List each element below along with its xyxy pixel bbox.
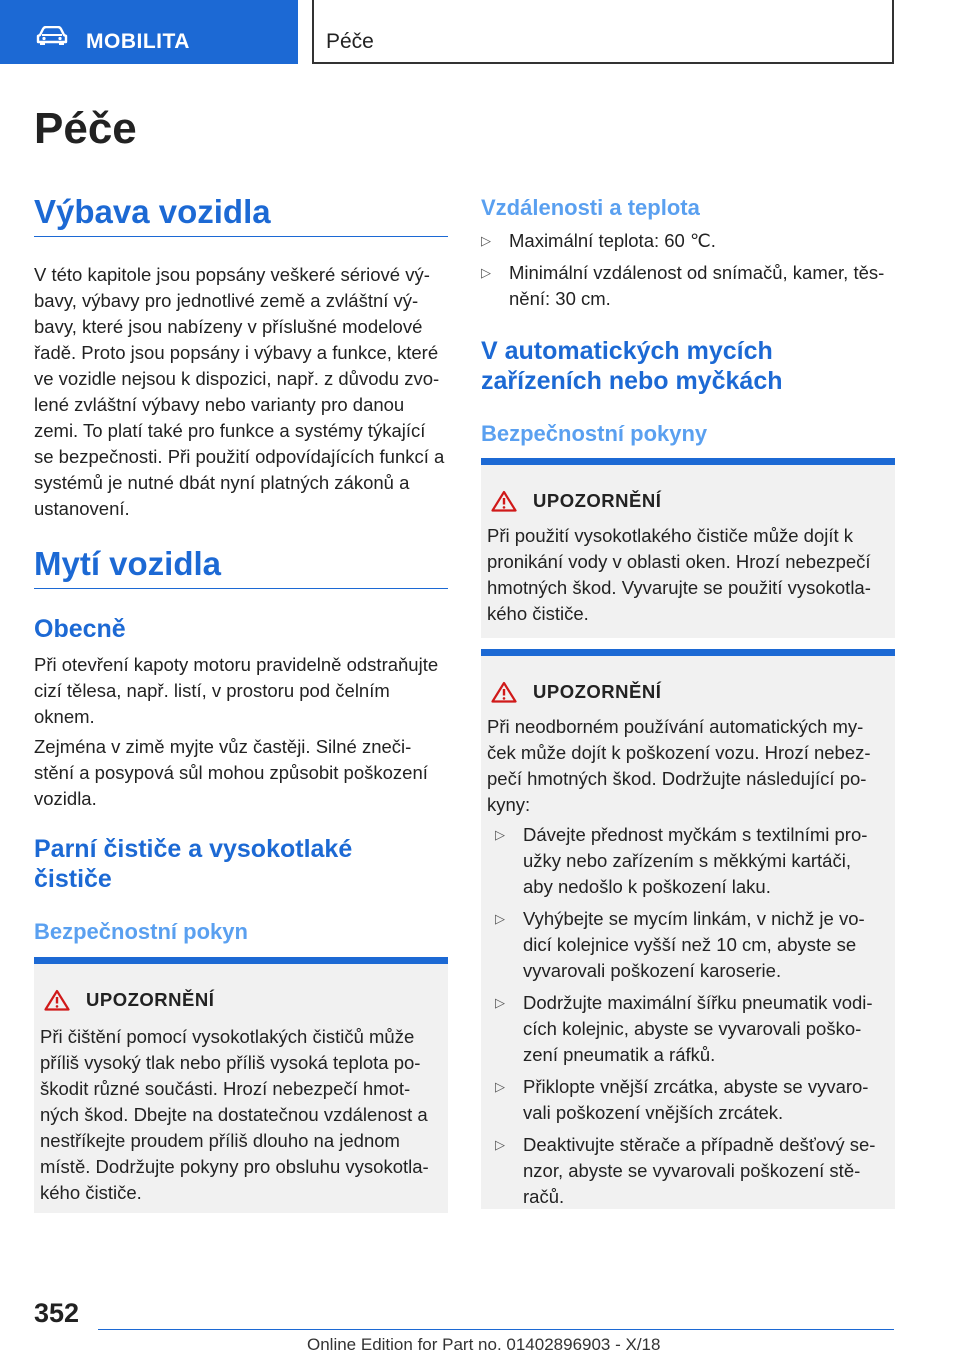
text-line: oknem. [34, 706, 95, 727]
text-line: ustanovení. [34, 498, 130, 519]
car-icon [36, 26, 68, 46]
paragraph-obecne-2 [34, 734, 454, 812]
text-line: lené zvláštní výbavy nebo varianty pro danou [34, 394, 405, 415]
bullet-triangle-icon: ▷ [481, 265, 491, 280]
text-line: Maximální teplota: 60 ℃. [509, 230, 716, 251]
heading-bezp-pokyn: Bezpečnostní pokyn [34, 919, 248, 944]
text-line: Dávejte přednost myčkám s textilními pro- [523, 824, 868, 845]
warning-text [487, 523, 885, 627]
text-line: zemi. To platí také pro funkce a systémy týkající [34, 420, 426, 441]
list-item [495, 822, 885, 900]
text-line: Přiklopte vnější zrcátka, abyste se vyvaro- [523, 1076, 869, 1097]
warning-header [491, 678, 661, 706]
text-line: Při otevření kapoty motoru pravidelně odstraňujte [34, 654, 439, 675]
list-item [481, 260, 901, 312]
text-line: Při neodborném používání automatických my- [487, 716, 864, 737]
heading-rule [34, 588, 448, 589]
text-line: nění: 30 cm. [509, 288, 611, 309]
text-line: nzor, abyste se vyvarovali poškození stě- [523, 1160, 861, 1181]
footer-edition: Online Edition for Part no. 01402896903 - X/18 [307, 1335, 661, 1354]
list-item [481, 228, 901, 254]
warning-box-high-pressure [481, 458, 895, 638]
text-line: vali poškození vnějších zrcátek. [523, 1102, 784, 1123]
warning-text [487, 714, 885, 818]
tab-mobility-label: MOBILITA [86, 30, 190, 53]
text-line: užky nebo zařízením s měkkými kartáči, [523, 850, 851, 871]
text-line: systémů je nutné dbát nyní platných zákonů a [34, 472, 410, 493]
bullet-triangle-icon: ▷ [495, 827, 505, 842]
text-line: V této kapitole jsou popsány veškeré sériové vý- [34, 264, 430, 285]
warning-triangle-icon [44, 989, 70, 1011]
text-line: račů. [523, 1186, 565, 1207]
text-line: řadě. Proto jsou popsány i výbavy a funkce, které [34, 342, 439, 363]
paragraph-obecne-1 [34, 652, 454, 730]
text-line: pronikání vody v oblasti oken. Hrozí nebezpečí [487, 551, 871, 572]
text-line: pečí hmotných škod. Dodržujte následující po- [487, 768, 867, 789]
heading-line: V automatických mycích [481, 337, 773, 365]
text-line: Vyhýbejte se mycím linkám, v nichž je vo- [523, 908, 865, 929]
page-number: 352 [34, 1298, 80, 1328]
text-line: kého čističe. [40, 1182, 142, 1203]
text-line: cích kolejnic, abyste se vyvarovali poško- [523, 1018, 862, 1039]
text-line: ve vozidle nejsou k dispozici, např. z důvodu zvo- [34, 368, 440, 389]
warning-triangle-icon [491, 681, 517, 703]
heading-obecne: Obecně [34, 615, 126, 643]
tab-section-label: Péče [326, 30, 374, 53]
text-line: aby nedošlo k poškození laku. [523, 876, 771, 897]
list-item [495, 1132, 885, 1210]
text-line: stění a posypová sůl mohou způsobit poškození [34, 762, 428, 783]
text-line: vozidla. [34, 788, 97, 809]
heading-vybava: Výbava vozidla [34, 193, 271, 230]
bullet-triangle-icon: ▷ [495, 995, 505, 1010]
text-line: kyny: [487, 794, 531, 815]
text-line: nestříkejte proudem příliš dlouho na jednom [40, 1130, 400, 1151]
bullet-triangle-icon: ▷ [495, 1137, 505, 1152]
heading-line: čističe [34, 865, 112, 893]
list-car-wash [495, 822, 885, 1210]
warning-title: UPOZORNĚNÍ [533, 681, 662, 702]
text-line: cizí tělesa, např. listí, v prostoru pod čelním [34, 680, 390, 701]
warning-header [491, 487, 661, 515]
list-vzdalenosti [481, 228, 901, 312]
warning-text [40, 1024, 438, 1206]
heading-myti: Mytí vozidla [34, 545, 222, 582]
tab-section[interactable] [312, 0, 894, 64]
page-header [0, 0, 960, 66]
text-line: místě. Dodržujte pokyny pro obsluhu vysokotla- [40, 1156, 429, 1177]
warning-header [44, 986, 214, 1014]
warning-box-steam [34, 957, 448, 1213]
warning-title: UPOZORNĚNÍ [533, 490, 662, 511]
text-line: Při čištění pomocí vysokotlakých čističů může [40, 1026, 415, 1047]
text-line: Zejména v zimě myjte vůz častěji. Silné zneči- [34, 736, 412, 757]
text-line: Při použití vysokotlakého čističe může dojít k [487, 525, 854, 546]
text-line: Dodržujte maximální šířku pneumatik vodi- [523, 992, 873, 1013]
bullet-triangle-icon: ▷ [495, 1079, 505, 1094]
heading-line: zařízeních nebo myčkách [481, 367, 783, 395]
heading-bezp-pokyny: Bezpečnostní pokyny [481, 421, 708, 446]
text-line: ček může dojít k poškození vozu. Hrozí nebez- [487, 742, 871, 763]
text-line: zení pneumatik a ráfků. [523, 1044, 716, 1065]
text-line: dicí kolejnice vyšší než 10 cm, abyste se [523, 934, 857, 955]
list-item [495, 990, 885, 1068]
heading-rule [34, 236, 448, 237]
warning-triangle-icon [491, 490, 517, 512]
warning-title: UPOZORNĚNÍ [86, 989, 215, 1010]
paragraph-vybava [34, 262, 454, 522]
list-item [495, 1074, 885, 1126]
text-line: vyvarovali poškození karoserie. [523, 960, 782, 981]
text-line: příliš vysoký tlak nebo příliš vysoká teplota po- [40, 1052, 421, 1073]
bullet-triangle-icon: ▷ [481, 233, 491, 248]
heading-vzdalenosti: Vzdálenosti a teplota [481, 195, 700, 220]
heading-automaticke [481, 336, 783, 396]
text-line: Deaktivujte stěrače a případně dešťový se- [523, 1134, 876, 1155]
footer-rule [98, 1329, 894, 1330]
page-title: Péče [34, 104, 137, 153]
tab-mobility[interactable] [0, 0, 298, 64]
heading-line: Parní čističe a vysokotlaké [34, 835, 353, 863]
warning-box-car-wash [481, 649, 895, 1209]
text-line: bavy, výbavy pro jednotlivé země a zvláštní vý- [34, 290, 419, 311]
text-line: hmotných škod. Vyvarujte se použití vysokotla- [487, 577, 871, 598]
text-line: se bezpečnosti. Při použití odpovídajících funkcí a [34, 446, 445, 467]
text-line: bavy, které jsou nabízeny v příslušné modelové [34, 316, 423, 337]
bullet-triangle-icon: ▷ [495, 911, 505, 926]
text-line: kého čističe. [487, 603, 589, 624]
list-item [495, 906, 885, 984]
heading-parni [34, 834, 352, 894]
text-line: škodit různé součásti. Hrozí nebezpečí hmot- [40, 1078, 411, 1099]
text-line: Minimální vzdálenost od snímačů, kamer, těs- [509, 262, 885, 283]
text-line: ných škod. Dbejte na dostatečnou vzdálenost a [40, 1104, 428, 1125]
